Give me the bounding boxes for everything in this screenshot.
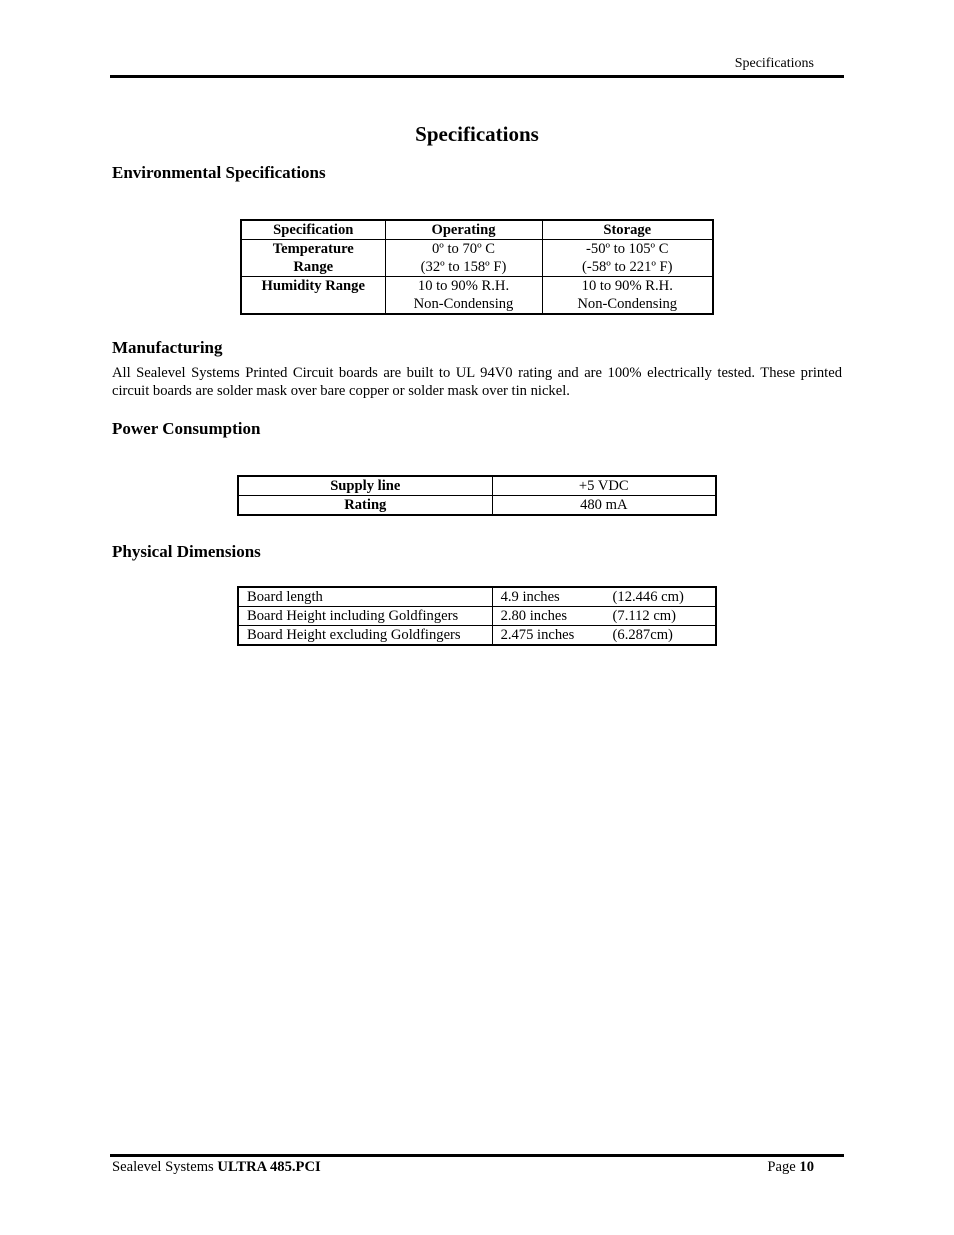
table-row [238, 607, 716, 626]
table-row [238, 496, 716, 516]
metric-value: (7.112 cm) [605, 607, 716, 626]
footer-rule [110, 1154, 844, 1157]
env-heading: Environmental Specifications [112, 163, 326, 182]
storage-value: -50º to 105º C (-58º to 221º F) [542, 240, 713, 277]
table-row [238, 476, 716, 496]
page-title: Specifications [415, 122, 539, 146]
footer-product-name: ULTRA 485.PCI [217, 1159, 321, 1175]
column-header: Storage [542, 220, 713, 240]
operating-value: 0º to 70º C (32º to 158º F) [385, 240, 542, 277]
table-row [238, 587, 716, 607]
column-header: Operating [385, 220, 542, 240]
storage-value: 10 to 90% R.H. Non-Condensing [542, 277, 713, 315]
table-row [241, 240, 713, 277]
row-label: Supply line [238, 476, 492, 496]
table-header-row [241, 220, 713, 240]
page-number: 10 [799, 1159, 814, 1175]
inches-value: 2.80 inches [492, 607, 604, 626]
power-table [237, 475, 717, 516]
environmental-table [240, 219, 714, 315]
row-label: Board length [238, 587, 492, 607]
footer-company: Sealevel Systems [112, 1159, 214, 1175]
inches-value: 4.9 inches [492, 587, 604, 607]
row-label: Board Height including Goldfingers [238, 607, 492, 626]
metric-value: (6.287cm) [605, 626, 716, 646]
running-header: Specifications [734, 56, 814, 71]
footer-page [767, 1159, 814, 1176]
row-label: Humidity Range [241, 277, 385, 315]
physical-heading: Physical Dimensions [112, 542, 261, 561]
header-rule [110, 75, 844, 78]
column-header: Specification [241, 220, 385, 240]
footer-product [112, 1159, 321, 1176]
power-heading: Power Consumption [112, 419, 261, 438]
metric-value: (12.446 cm) [605, 587, 716, 607]
row-label: Board Height excluding Goldfingers [238, 626, 492, 646]
row-value: +5 VDC [492, 476, 716, 496]
row-label: Rating [238, 496, 492, 516]
table-row [238, 626, 716, 646]
dimensions-table [237, 586, 717, 646]
page-label: Page [767, 1159, 796, 1175]
operating-value: 10 to 90% R.H. Non-Condensing [385, 277, 542, 315]
table-row [241, 277, 713, 315]
row-value: 480 mA [492, 496, 716, 516]
manufacturing-paragraph: All Sealevel Systems Printed Circuit boards are built to UL 94V0 rating and are 100% electrically tested. These printed circuit boards are solder mask over bare copper or solder mask over tin nickel. [112, 365, 842, 399]
manufacturing-heading: Manufacturing [112, 338, 223, 357]
inches-value: 2.475 inches [492, 626, 604, 646]
row-label: Temperature Range [241, 240, 385, 277]
